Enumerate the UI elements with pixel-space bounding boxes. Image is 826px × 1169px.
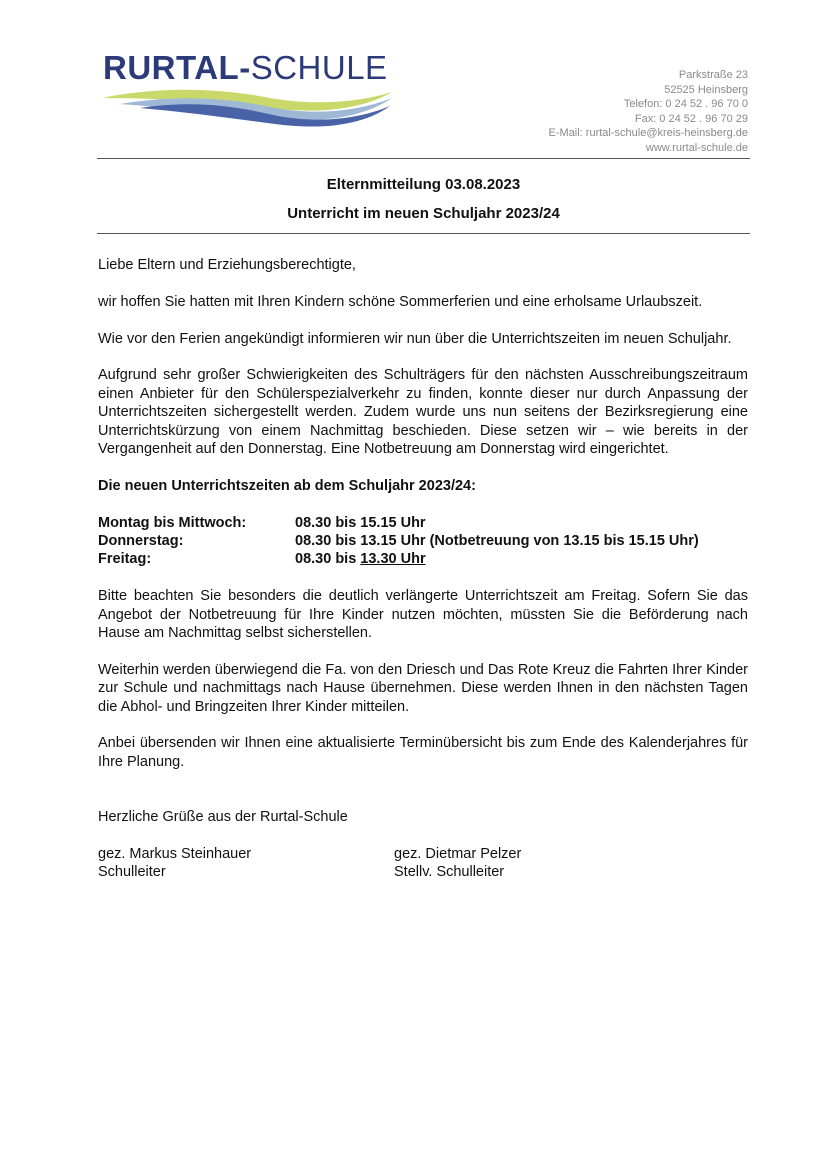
- address-city: 52525 Heinsberg: [664, 83, 748, 96]
- school-address-block: [549, 68, 748, 155]
- address-street: Parkstraße 23: [678, 69, 748, 81]
- header-divider: [97, 158, 750, 159]
- address-website: www.rurtal-schule.de: [645, 141, 748, 154]
- schedule-time-underlined: 13.30 Uhr: [360, 551, 426, 568]
- school-logo: [100, 48, 400, 138]
- title-divider: [97, 233, 750, 234]
- schedule-table: [98, 514, 748, 569]
- schedule-time: [295, 550, 426, 568]
- salutation: Liebe Eltern und Erziehungsberechtigte,: [98, 257, 356, 273]
- address-fax: Fax: 0 24 52 . 96 70 29: [634, 112, 748, 125]
- schedule-row: [98, 532, 748, 550]
- logo-word-schule: SCHULE: [250, 49, 388, 86]
- schedule-row: [98, 514, 748, 532]
- logo-wave-icon: [100, 84, 400, 132]
- signature-name: gez. Dietmar Pelzer: [394, 845, 522, 862]
- paragraph-3: Aufgrund sehr großer Schwierigkeiten des Schulträgers für den nächsten Ausschreibungszeitraum einen Anbieter für den Schülerspezialverkehr zu finden, konnte dieser nur durch Anpassung der Unterrichtszeiten sichergestellt werden. Zudem wurde uns nun seitens der Bezirksregierung eine Unterrichtskürzung von einem Nachmittag beschieden. Diese setzen wir – wie bereits in der Vergangenheit auf den Donnerstag. Eine Notbetreuung am Donnerstag wird eingerichtet.: [98, 367, 748, 458]
- logo-word-rurtal: RURTAL-: [103, 49, 251, 86]
- letter-subtitle: Unterricht im neuen Schuljahr 2023/24: [287, 205, 560, 222]
- paragraph-1: wir hoffen Sie hatten mit Ihren Kindern schöne Sommerferien und eine erholsame Urlaubszeit.: [98, 293, 703, 310]
- signature-name: gez. Markus Steinhauer: [98, 845, 252, 862]
- letter-title: Elternmitteilung 03.08.2023: [326, 176, 521, 193]
- signatures: [98, 845, 748, 882]
- logo-wordmark: [103, 50, 388, 86]
- schedule-day: Donnerstag:: [98, 533, 184, 550]
- schedule-row: [98, 550, 748, 568]
- closing: Herzliche Grüße aus der Rurtal-Schule: [98, 809, 348, 826]
- signature-role: Schulleiter: [98, 864, 166, 881]
- address-email: E-Mail: rurtal-schule@kreis-heinsberg.de: [548, 127, 748, 139]
- schedule-heading: Die neuen Unterrichtszeiten ab dem Schuljahr 2023/24:: [98, 477, 476, 494]
- letter-body: [98, 256, 748, 882]
- signature-deputy: [394, 845, 690, 882]
- paragraph-6: Anbei übersenden wir Ihnen eine aktualisierte Terminübersicht bis zum Ende des Kalenderjahres für Ihre Planung.: [98, 735, 748, 770]
- schedule-time: 08.30 bis 13.15 Uhr (Notbetreuung von 13.15 bis 15.15 Uhr): [295, 533, 699, 550]
- paragraph-5: Weiterhin werden überwiegend die Fa. von den Driesch und Das Rote Kreuz die Fahrten Ihrer Kinder zur Schule und nachmittags nach Hause übernehmen. Diese werden Ihnen in den nächsten Tagen die Abhol- und Bringzeiten Ihrer Kinder mitteilen.: [98, 661, 748, 715]
- signature-principal: [98, 845, 394, 882]
- schedule-day: Montag bis Mittwoch:: [98, 514, 247, 531]
- address-phone: Telefon: 0 24 52 . 96 70 0: [623, 98, 748, 110]
- signature-role: Stellv. Schulleiter: [394, 864, 505, 881]
- schedule-day: Freitag:: [98, 551, 152, 568]
- schedule-time-prefix: 08.30 bis: [295, 551, 361, 568]
- paragraph-4: Bitte beachten Sie besonders die deutlich verlängerte Unterrichtszeit am Freitag. Sofern Sie das Angebot der Notbetreuung für Ihre Kinder nutzen möchten, müssten Sie die Beförderung nach Hause am Nachmittag selbst sicherstellen.: [98, 588, 748, 642]
- schedule-time: 08.30 bis 15.15 Uhr: [295, 514, 426, 531]
- paragraph-2: Wie vor den Ferien angekündigt informieren wir nun über die Unterrichtszeiten im neuen Schuljahr.: [98, 330, 732, 347]
